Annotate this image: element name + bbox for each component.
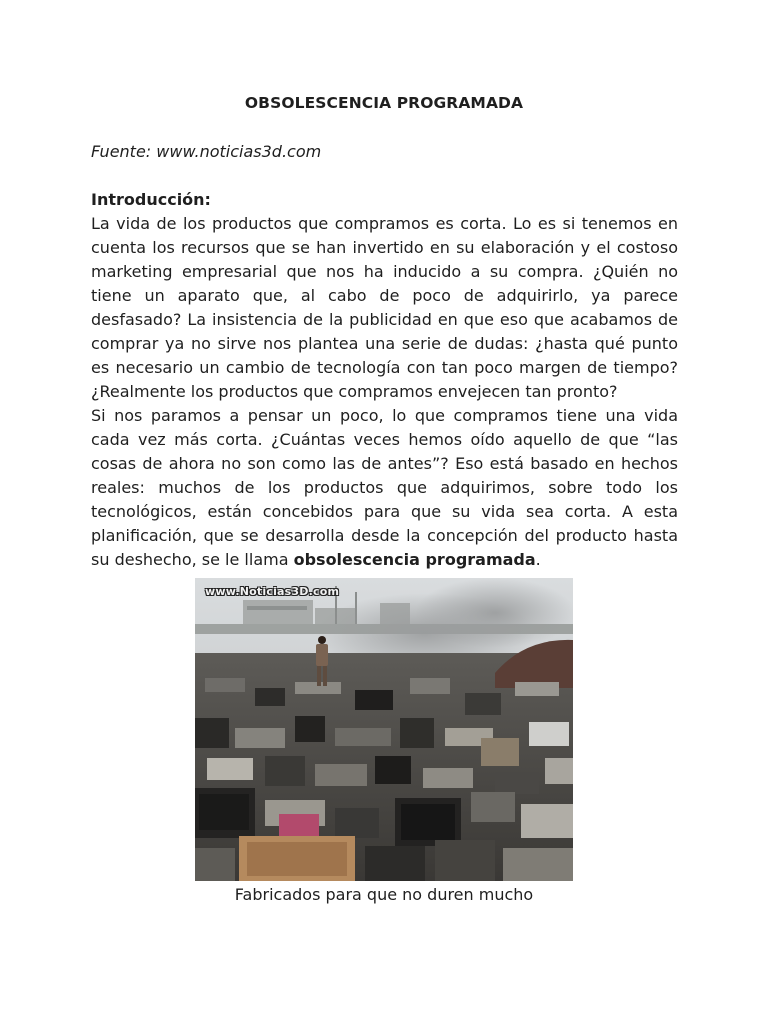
paragraph-2-bold-term: obsolescencia programada (293, 550, 536, 569)
image-watermark: www.Noticias3D.com (205, 585, 340, 598)
paragraph-2-end: . (535, 550, 541, 569)
source-line: Fuente: www.noticias3d.com (91, 142, 322, 161)
paragraph-2-text: Si nos paramos a pensar un poco, lo que compramos tiene una vida cada vez más corta. ¿Cuántas veces hemos oído aquello de que “las cosas de ahora no son como las de antes”? Eso está basado en hechos reales: muchos de los productos que adquirimos, sobre todo los tecnológicos, están concebidos para que su vida sea corta. A esta planificación, que se desarrolla desde la concepción del producto hasta su deshecho, se le llama (91, 406, 678, 569)
e-waste-scene (195, 578, 573, 881)
paragraph-1: La vida de los productos que compramos es corta. Lo es si tenemos en cuenta los recursos que se han invertido en su elaboración y el costoso marketing empresarial que nos ha inducido a su compra. ¿Quién no tiene un aparato que, al cabo de poco de adquirirlo, ya parece desfasado? La insistencia de la publicidad en que eso que acabamos de comprar ya no sirve nos plantea una serie de dudas: ¿hasta qué punto es necesario un cambio de tecnología con tan poco margen de tiempo? ¿Realmente los productos que compramos envejecen tan pronto? (91, 214, 678, 401)
intro-heading: Introducción: (91, 190, 211, 209)
e-waste-photo (195, 578, 573, 881)
document-body (91, 188, 678, 572)
paragraph-2 (91, 404, 678, 572)
figure-caption: Fabricados para que no duren mucho (234, 885, 534, 904)
document-title: OBSOLESCENCIA PROGRAMADA (244, 94, 524, 112)
